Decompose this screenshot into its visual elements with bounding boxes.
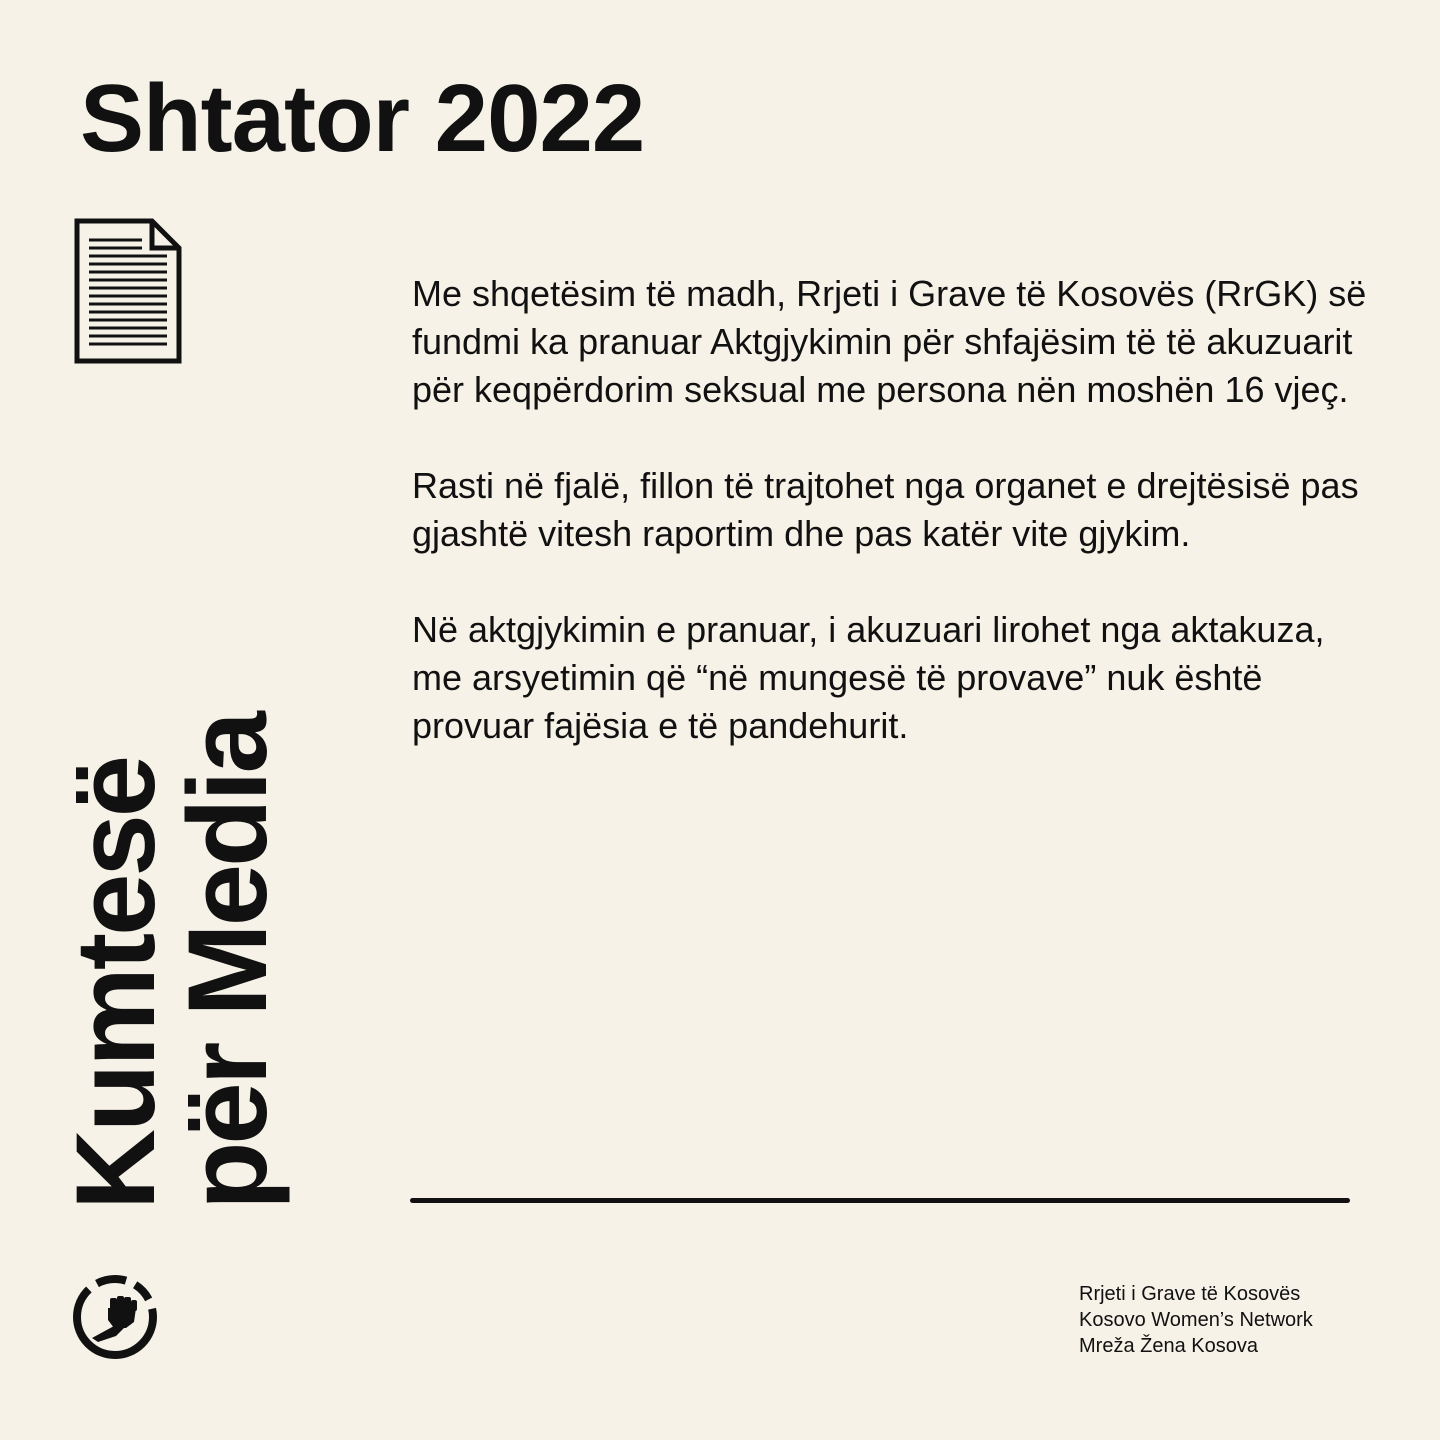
paragraph-2: Rasti në fjalë, fillon të trajtohet nga organet e drejtësisë pas gjashtë vitesh raportim dhe pas katër vite gjykim.: [412, 465, 1359, 554]
vertical-heading-text: [53, 570, 300, 1210]
org-name-serbian: Mreža Žena Kosova: [1079, 1335, 1258, 1357]
organization-names: [1079, 1281, 1313, 1359]
paragraph-3: Në aktgjykimin e pranuar, i akuzuari lirohet nga aktakuza, me arsyetimin që “në mungesë të provave” nuk është provuar fajësia e të pandehurit.: [412, 609, 1325, 746]
page-title: Shtator 2022: [80, 65, 645, 172]
raised-fist-logo-icon: [70, 1272, 160, 1362]
paragraph-1: Me shqetësim të madh, Rrjeti i Grave të Kosovës (RrGK) së fundmi ka pranuar Aktgjykimin për shfajësim të të akuzuarit për keqpërdorim seksual me persona nën moshën 16 vjeç.: [412, 273, 1367, 410]
vertical-heading-line-1: Kumtesë: [53, 757, 178, 1210]
org-name-albanian: Rrjeti i Grave të Kosovës: [1079, 1283, 1301, 1305]
vertical-heading: [53, 570, 300, 1210]
document-icon: [74, 218, 182, 364]
vertical-heading-line-2: për Media: [165, 714, 290, 1210]
press-release-body: [412, 270, 1372, 798]
org-name-english: Kosovo Women’s Network: [1079, 1309, 1313, 1331]
divider-line: [410, 1198, 1350, 1203]
